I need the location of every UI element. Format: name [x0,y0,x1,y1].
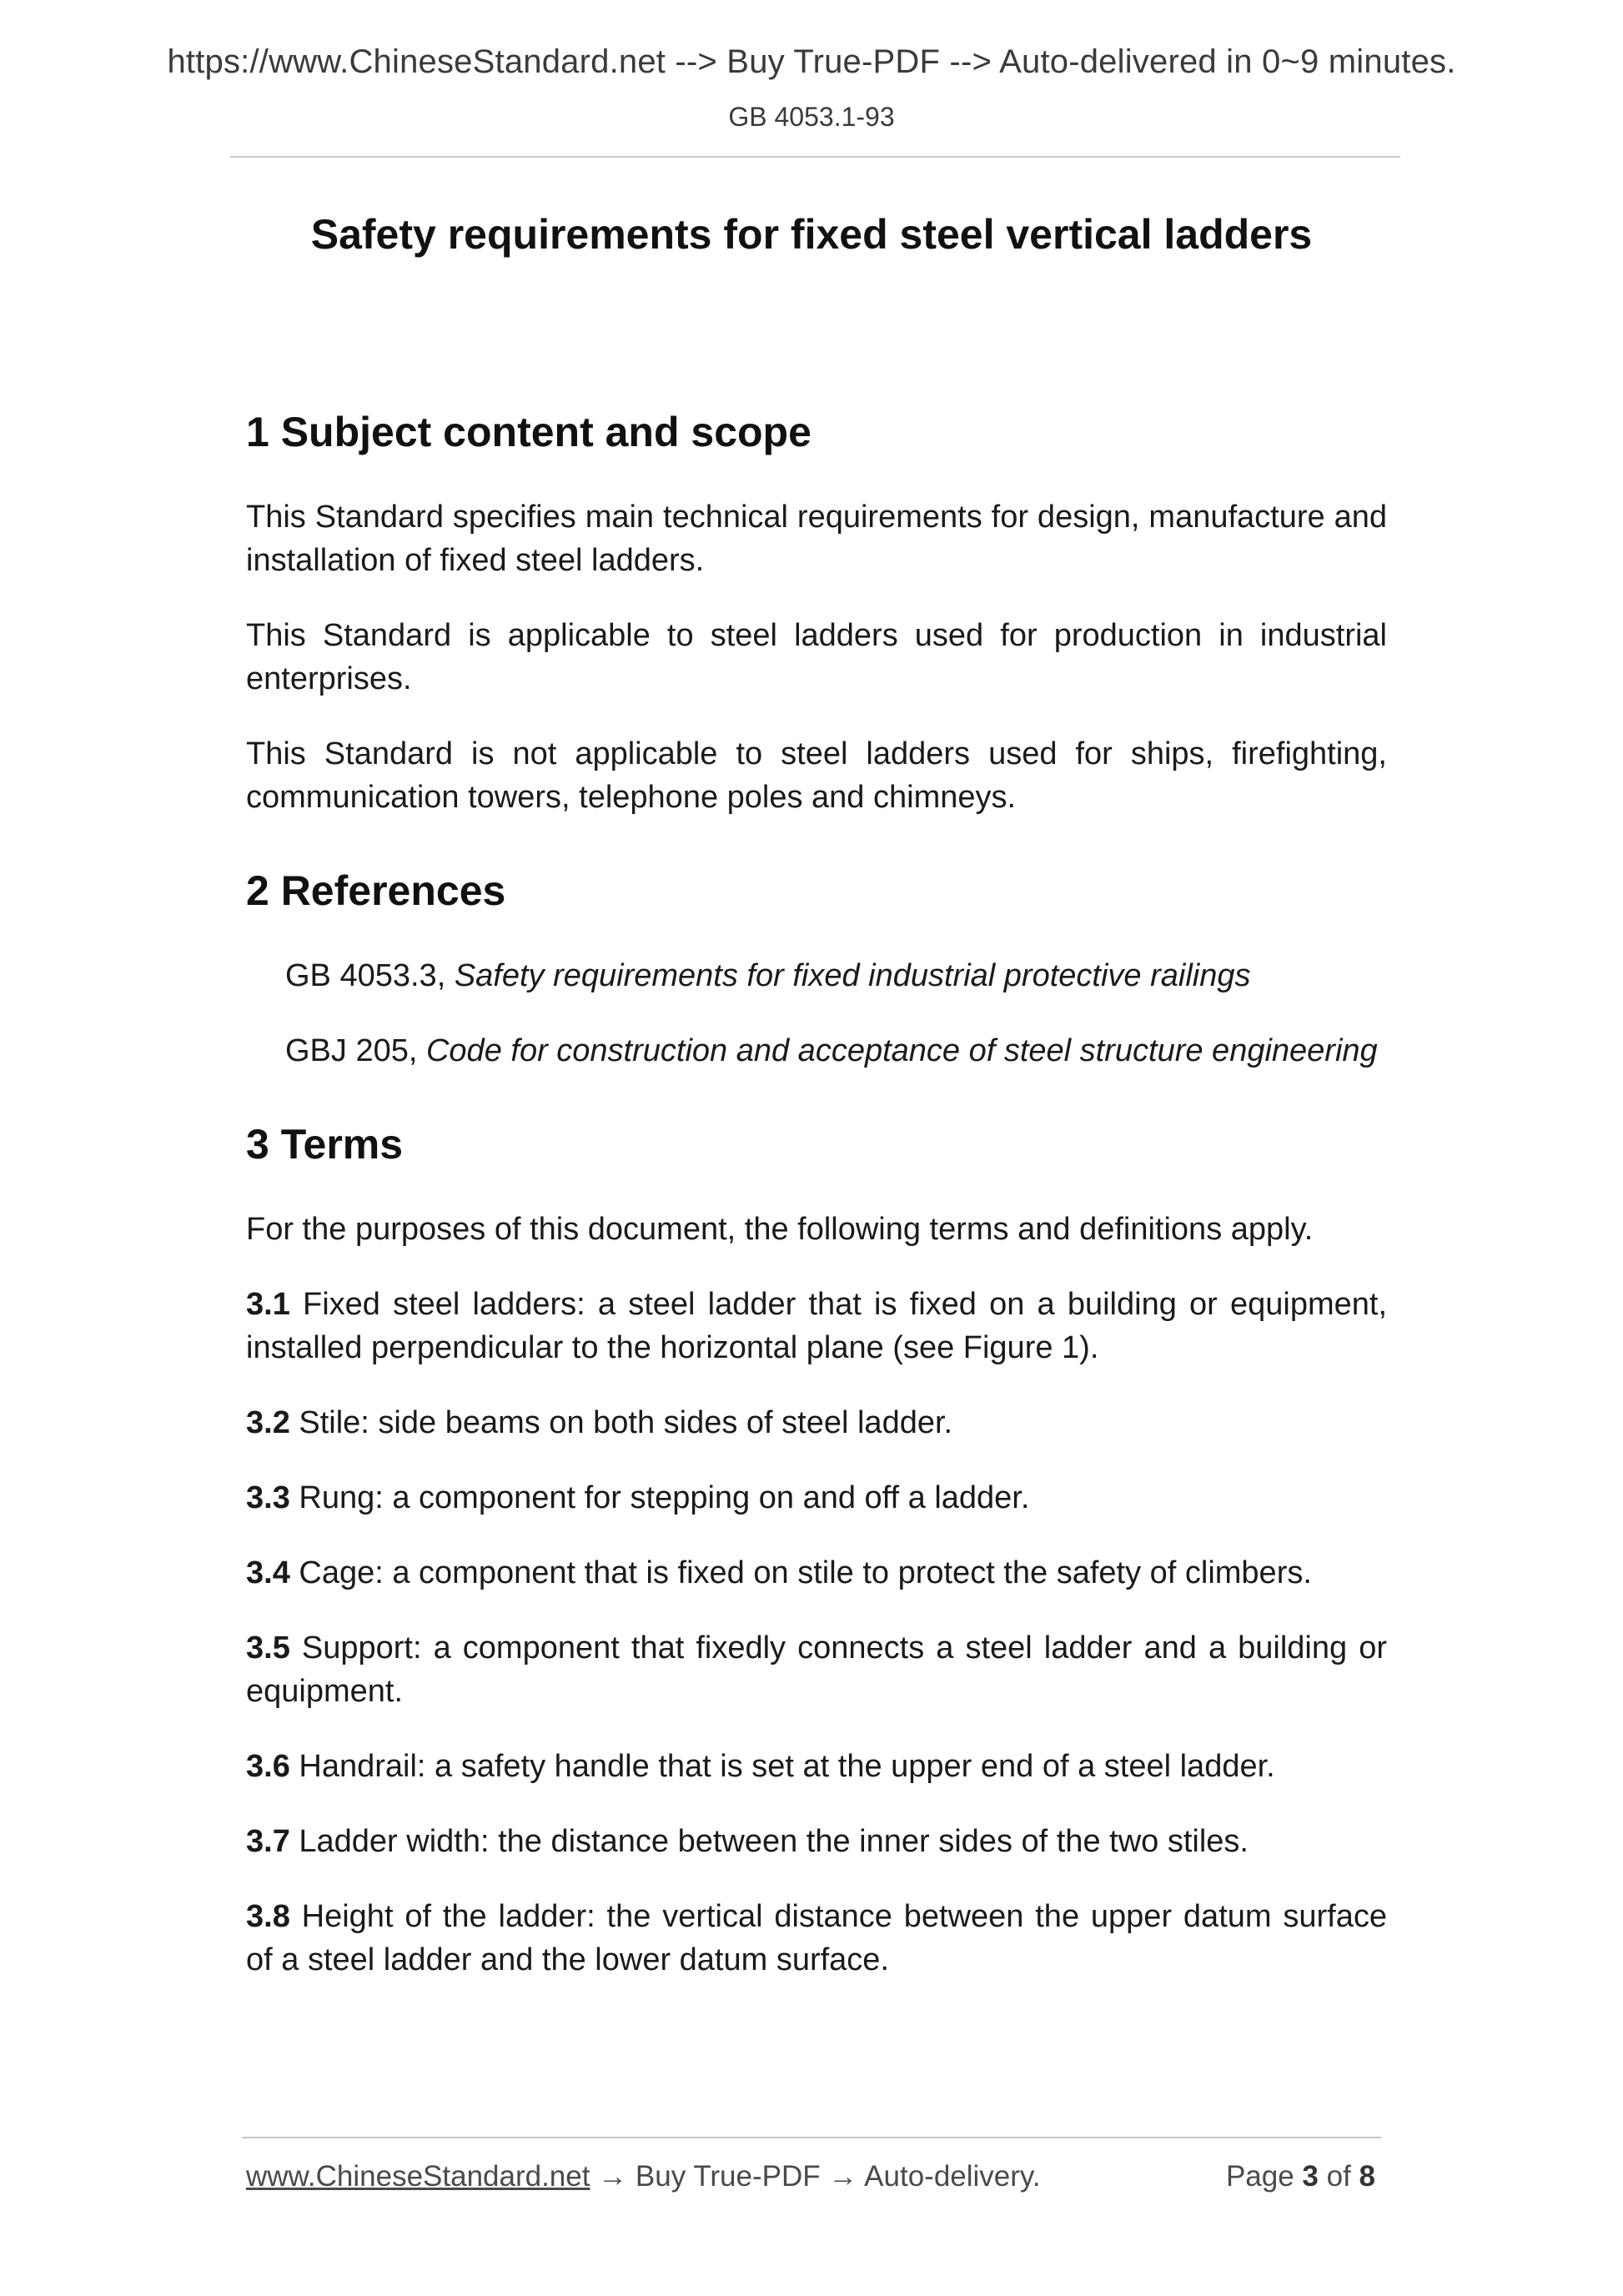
section-3-intro: For the purposes of this document, the following terms and definitions apply. [246,1212,1314,1247]
term-number: 3.1 [246,1287,290,1322]
term-definition: Cage: a component that is fixed on stile to protect the safety of climbers. [289,1555,1312,1590]
term-item [246,1401,1387,1444]
document-body [246,407,1387,2013]
document-title: Safety requirements for fixed steel vertical ladders [310,211,1313,258]
reference-title: Safety requirements for fixed industrial protective railings [454,958,1251,993]
term-definition: Rung: a component for stepping on and off a ladder. [289,1480,1030,1515]
term-number: 3.3 [246,1480,290,1515]
term-number: 3.2 [246,1405,290,1440]
term-item [246,1626,1387,1713]
term-definition: Fixed steel ladders: a steel ladder that is fixed on a building or equipment, installed perpendicular to the horizontal plane (see Figure 1). [246,1287,1387,1365]
term-item [246,1745,1387,1788]
header-divider [230,156,1400,158]
term-number: 3.8 [246,1899,290,1934]
term-number: 3.7 [246,1824,290,1859]
section-1-paragraph-2: This Standard is applicable to steel ladders used for production in industrial enterprises. [246,618,1387,696]
term-item [246,1820,1387,1863]
term-item [246,1476,1387,1520]
term-definition: Stile: side beams on both sides of steel ladder. [289,1405,953,1440]
section-3-heading: 3 Terms [246,1121,404,1168]
term-definition: Handrail: a safety handle that is set at the upper end of a steel ladder. [289,1749,1275,1784]
header-banner: https://www.ChineseStandard.net --> Buy True-PDF --> Auto-delivered in 0~9 minutes. [167,43,1456,80]
term-item [246,1551,1387,1595]
page-label: Page [1225,2160,1303,2193]
footer-site-link[interactable]: www.ChineseStandard.net [246,2160,590,2193]
footer-tagline-text: → Buy True-PDF → Auto-delivery. [590,2160,1041,2193]
section-1-paragraph-1: This Standard specifies main technical requirements for design, manufacture and installation of fixed steel ladders. [246,500,1387,578]
footer-tagline [246,2160,1041,2193]
term-definition: Ladder width: the distance between the inner sides of the two stiles. [289,1824,1249,1859]
section-1-heading: 1 Subject content and scope [246,409,812,455]
page-of-label: of [1318,2160,1359,2193]
reference-code: GBJ 205, [285,1033,426,1068]
term-number: 3.4 [246,1555,290,1590]
term-item [246,1283,1387,1369]
term-number: 3.5 [246,1630,290,1665]
page-number: 3 [1302,2160,1319,2193]
term-item [246,1895,1387,1982]
reference-item [246,1029,1387,1073]
page-total: 8 [1359,2160,1375,2193]
document-id: GB 4053.1-93 [728,102,895,132]
reference-item [246,954,1387,997]
term-definition: Height of the ladder: the vertical distance between the upper datum surface of a steel ladder and the lower datum surface. [246,1899,1387,1977]
reference-title: Code for construction and acceptance of steel structure engineering [425,1033,1378,1068]
section-2-heading: 2 References [246,867,506,914]
section-1-paragraph-3: This Standard is not applicable to steel ladders used for ships, firefighting, communication towers, telephone poles and chimneys. [246,736,1387,815]
term-number: 3.6 [246,1749,290,1784]
footer-divider [242,2137,1381,2138]
reference-code: GB 4053.3, [285,958,455,993]
page-indicator [1226,2160,1375,2193]
term-definition: Support: a component that fixedly connects a steel ladder and a building or equipment. [246,1630,1387,1709]
